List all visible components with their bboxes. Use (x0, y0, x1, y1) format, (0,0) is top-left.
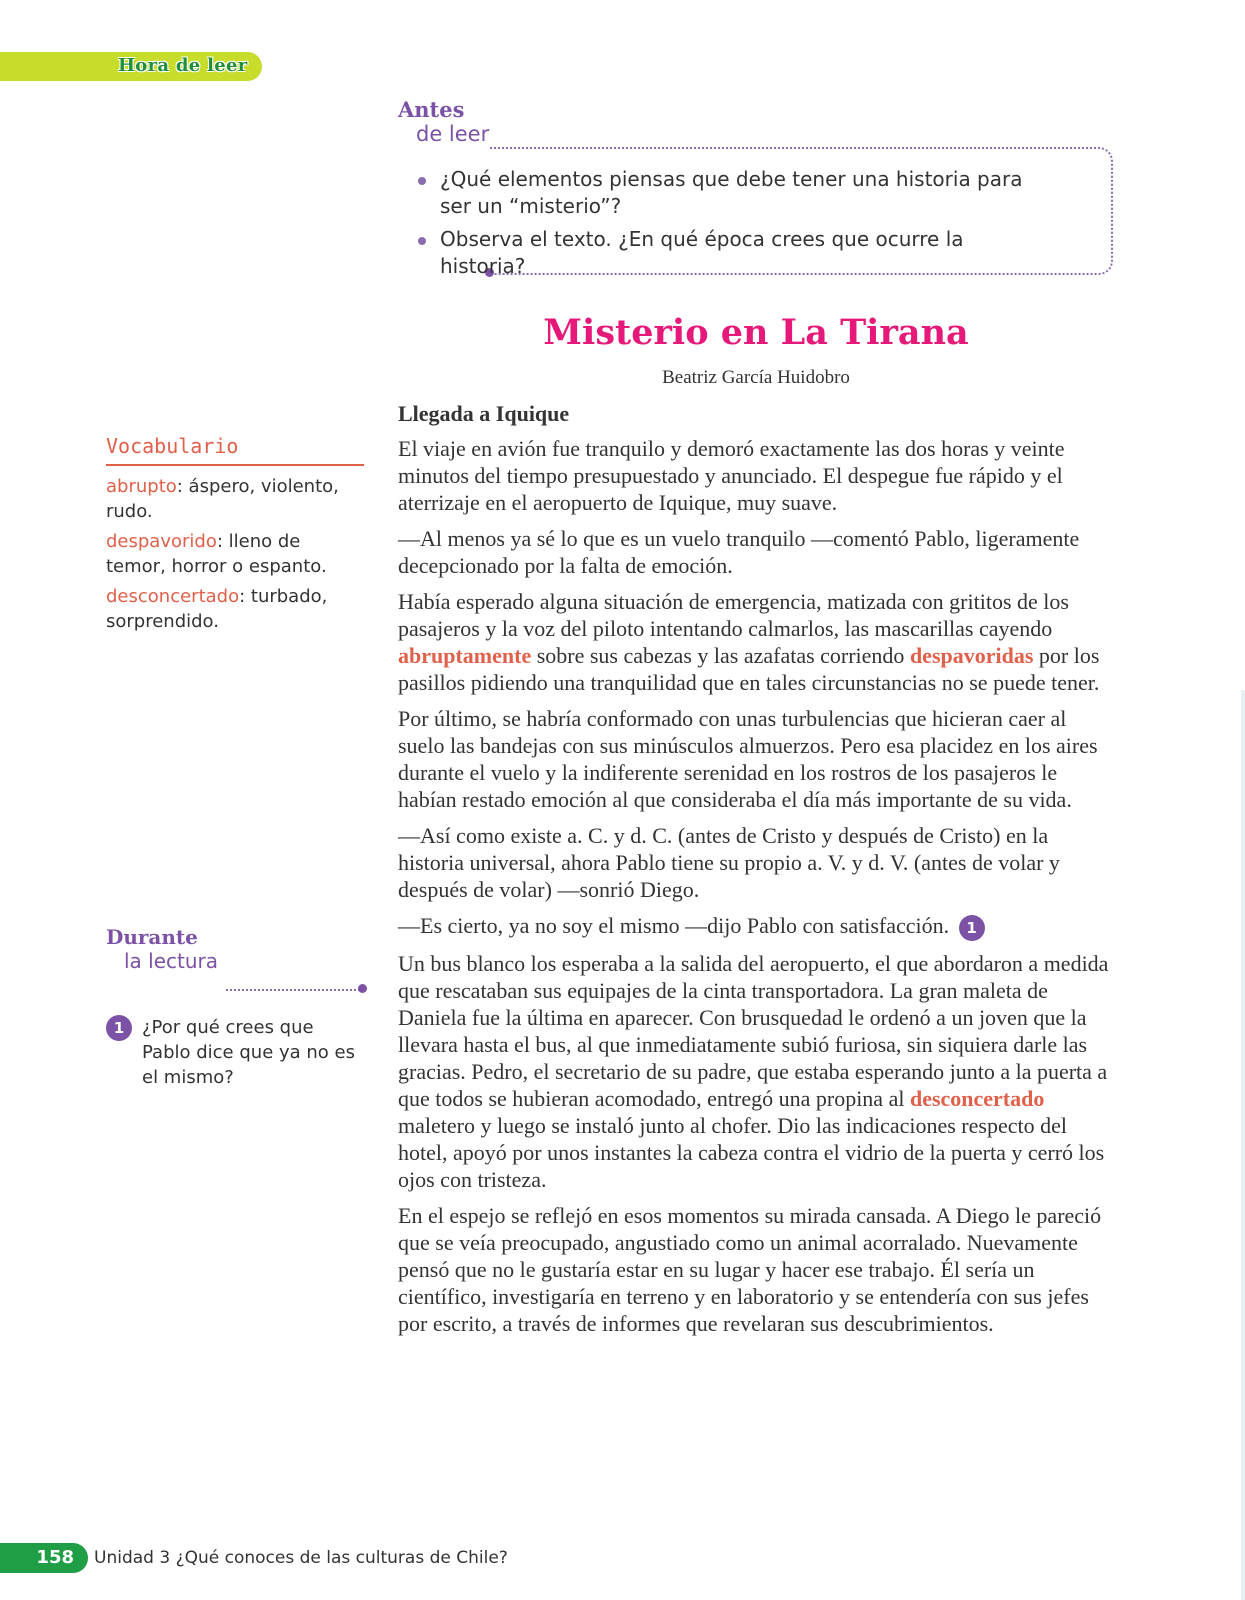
story-paragraph: El viaje en avión fue tranquilo y demoró exactamente las dos horas y veinte minutos del tiempo presupuestado y anunciado. El despegue fue rápido y el aterrizaje en el aeropuerto de Iquique, muy suave. (398, 436, 1065, 515)
antes-title-line1: Antes (398, 97, 465, 122)
antes-de-leer-heading (398, 97, 489, 146)
page-edge-decoration (1241, 690, 1245, 1600)
unit-title: Unidad 3 ¿Qué conoces de las culturas de Chile? (94, 1548, 508, 1568)
text-run: Un bus blanco los esperaba a la salida del aeropuerto, el que abordaron a medida que rescataban sus equipajes de la cinta transportadora. La gran maleta de Daniela fue la última en aparecer. Con brusquedad le ordenó a un joven que la llevara hasta el bus, al que inmediatamente subió furiosa, sin siquiera darle las gracias. Pedro, el secretario de su padre, que estaba esperando junto a la puerta a que todos se hubieran acomodado, entregó una propina al (398, 950, 1109, 1111)
durante-question-text: ¿Por qué crees que Pablo dice que ya no es el mismo? (142, 1017, 355, 1088)
page-number: 158 (0, 1543, 88, 1573)
antes-title-line2: de leer (416, 122, 490, 146)
text-run: Había esperado alguna situación de emergencia, matizada con grititos de los pasajeros y la voz del piloto intentando calmarlos, las mascarillas cayendo (398, 589, 1069, 641)
vocab-definition: : turbado, sorprendido. (106, 586, 328, 632)
question-number-badge: 1 (106, 1015, 132, 1041)
durante-la-lectura-heading (106, 925, 368, 973)
story-paragraph: —Al menos ya sé lo que es un vuelo tranquilo —comentó Pablo, ligeramente decepcionado por la falta de emoción. (398, 526, 1080, 578)
durante-title-line1: Durante (106, 925, 198, 949)
dotted-divider (226, 989, 360, 991)
story-title: Misterio en La Tirana (543, 312, 969, 353)
vocabulary-entry (106, 584, 364, 634)
vocab-term: desconcertado (106, 586, 240, 607)
vocabulary-title: Vocabulario (106, 434, 364, 466)
text-run: sobre sus cabezas y las azafatas corriendo (531, 643, 910, 668)
story-paragraph: En el espejo se reflejó en esos momentos su mirada cansada. A Diego le pareció que se veía preocupado, angustiado como un animal acorralado. Nuevamente pensó que no le gustaría estar en su lugar y hacer ese trabajo. Él sería un científico, investigaría en terreno y en laboratorio y se entendería con sus jefes por escrito, a través de informes que revelaran sus descubrimientos. (398, 1202, 1102, 1336)
vocabulary-entry (106, 474, 364, 524)
text-run: por los pasillos pidiendo una tranquilidad que en tales circunstancias no se puede tener. (398, 643, 1100, 695)
text-run: —Es cierto, ya no soy el mismo —dijo Pablo con satisfacción. (398, 913, 950, 938)
vocab-definition: : lleno de temor, horror o espanto. (106, 531, 327, 577)
story-body (398, 400, 1114, 1346)
durante-question (106, 1015, 356, 1090)
question-number-badge: 1 (959, 915, 985, 941)
section-tab (0, 52, 262, 81)
story-author: Beatriz García Huidobro (662, 367, 850, 388)
story-paragraph (398, 950, 1114, 1193)
vocabulary-entry (106, 529, 364, 579)
story-paragraph (398, 912, 1114, 941)
vocab-highlight: desconcertado (909, 1085, 1045, 1111)
story-paragraph: Por último, se habría conformado con unas turbulencias que hicieran caer al suelo las bandejas con sus minúsculos almuerzos. Pero esa placidez en los aires durante el vuelo y la indiferente serenidad en los rostros de los pasajeros le habían restado emoción al que consideraba el día más importante de su vida. (398, 706, 1098, 812)
vocab-highlight: despavoridas (909, 643, 1034, 668)
antes-question: Observa el texto. ¿En qué época crees que ocurre la historia? (418, 226, 1028, 280)
text-run: maletero y luego se instaló junto al chofer. Dio las indicaciones respecto del hotel, apoyó por unos instantes la cabeza contra el vidrio de la puerta y cerró los ojos con tristeza. (398, 1112, 1105, 1192)
bullet-dot-icon (358, 984, 367, 993)
story-paragraph: —Así como existe a. C. y d. C. (antes de Cristo y después de Cristo) en la historia universal, ahora Pablo tiene su propio a. V. y d. V. (antes de volar y después de volar) —sonrió Diego. (398, 823, 1060, 902)
story-paragraph (398, 588, 1114, 696)
vocab-highlight: abruptamente (398, 643, 532, 668)
vocab-term: abrupto (106, 476, 177, 497)
story-subtitle: Llegada a Iquique (398, 401, 570, 426)
durante-title-line2: la lectura (124, 949, 219, 973)
vocabulary-sidebar (106, 434, 364, 639)
vocab-term: despavorido (106, 531, 217, 552)
section-label: Hora de leer (118, 55, 248, 76)
antes-question-list (418, 166, 1028, 286)
vocab-definition: : áspero, violento, rudo. (106, 476, 339, 522)
antes-question: ¿Qué elementos piensas que debe tener una historia para ser un “misterio”? (418, 166, 1028, 220)
